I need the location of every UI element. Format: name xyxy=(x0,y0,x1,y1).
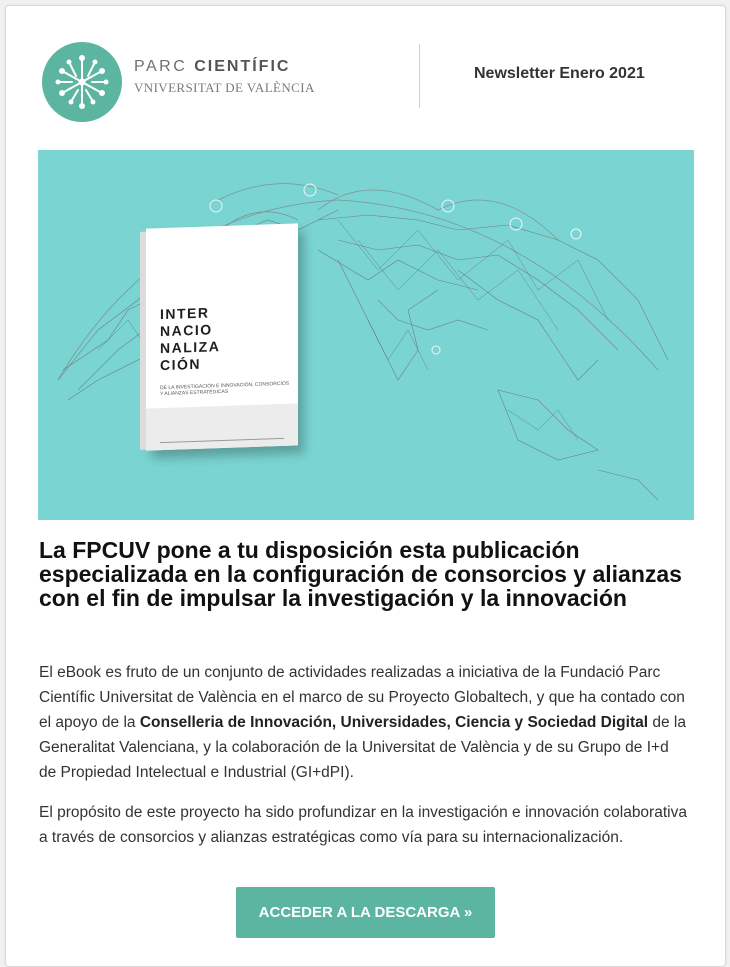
p1-conselleria-bold: Conselleria de Innovación, Universidades, Ciencia y Sociedad Digital xyxy=(139,714,649,731)
world-network-map-illustration xyxy=(38,150,694,520)
logo-parc: PARC xyxy=(134,58,195,75)
article-headline: La FPCUV pone a tu disposición esta publicación especializada en la configuración de consorcios y alianzas con el fin de impulsar la investigación y la innovación xyxy=(39,537,682,611)
header xyxy=(6,6,725,146)
ebook-title-line: NACIO xyxy=(160,321,213,340)
ebook-subtitle: DE LA INVESTIGACIÓN E INNOVACIÓN, CONSORCIOS Y ALIANZAS ESTRATÉGICAS xyxy=(160,380,290,398)
ebook-cover xyxy=(146,223,298,450)
logo-cientific: CIENTÍFIC xyxy=(194,58,291,75)
parc-cientific-logo-icon xyxy=(42,42,122,122)
p1-text-end: de la Generalitat Valenciana, y la colaboración de la Universitat de València y de su Grupo de I+d de Propiedad Intelectual e Industrial (GI+dPI). xyxy=(39,714,686,781)
logo-line1 xyxy=(134,58,315,76)
logo-university: VNIVERSITAT DE VALÈNCIA xyxy=(134,80,315,95)
ebook-title-line: CIÓN xyxy=(160,355,201,374)
p1-text-start: El eBook es fruto de un conjunto de actividades realizadas a iniciativa de la Fundació Parc Científic Universitat de València en el marco de su Proyecto Globaltech, y que ha contado con el apoyo de la xyxy=(39,664,685,731)
ebook-title-line: INTER xyxy=(160,304,210,323)
header-divider xyxy=(419,44,420,108)
logo-wordmark xyxy=(134,58,315,96)
newsletter-card xyxy=(5,5,726,967)
newsletter-date-label: Newsletter Enero 2021 xyxy=(474,65,645,82)
download-button[interactable]: ACCEDER A LA DESCARGA » xyxy=(236,887,495,938)
ebook-title xyxy=(160,304,220,374)
ebook-bottom-band xyxy=(146,403,298,450)
ebook-title-line: NALIZA xyxy=(160,338,221,357)
article-paragraph-2: El propósito de este proyecto ha sido profundizar en la investigación e innovación colaborativa a través de consorcios y alianzas estratégicas como vía para su internacionalización. xyxy=(39,804,687,846)
article-paragraph-1 xyxy=(39,660,689,785)
hero-image xyxy=(38,150,694,520)
